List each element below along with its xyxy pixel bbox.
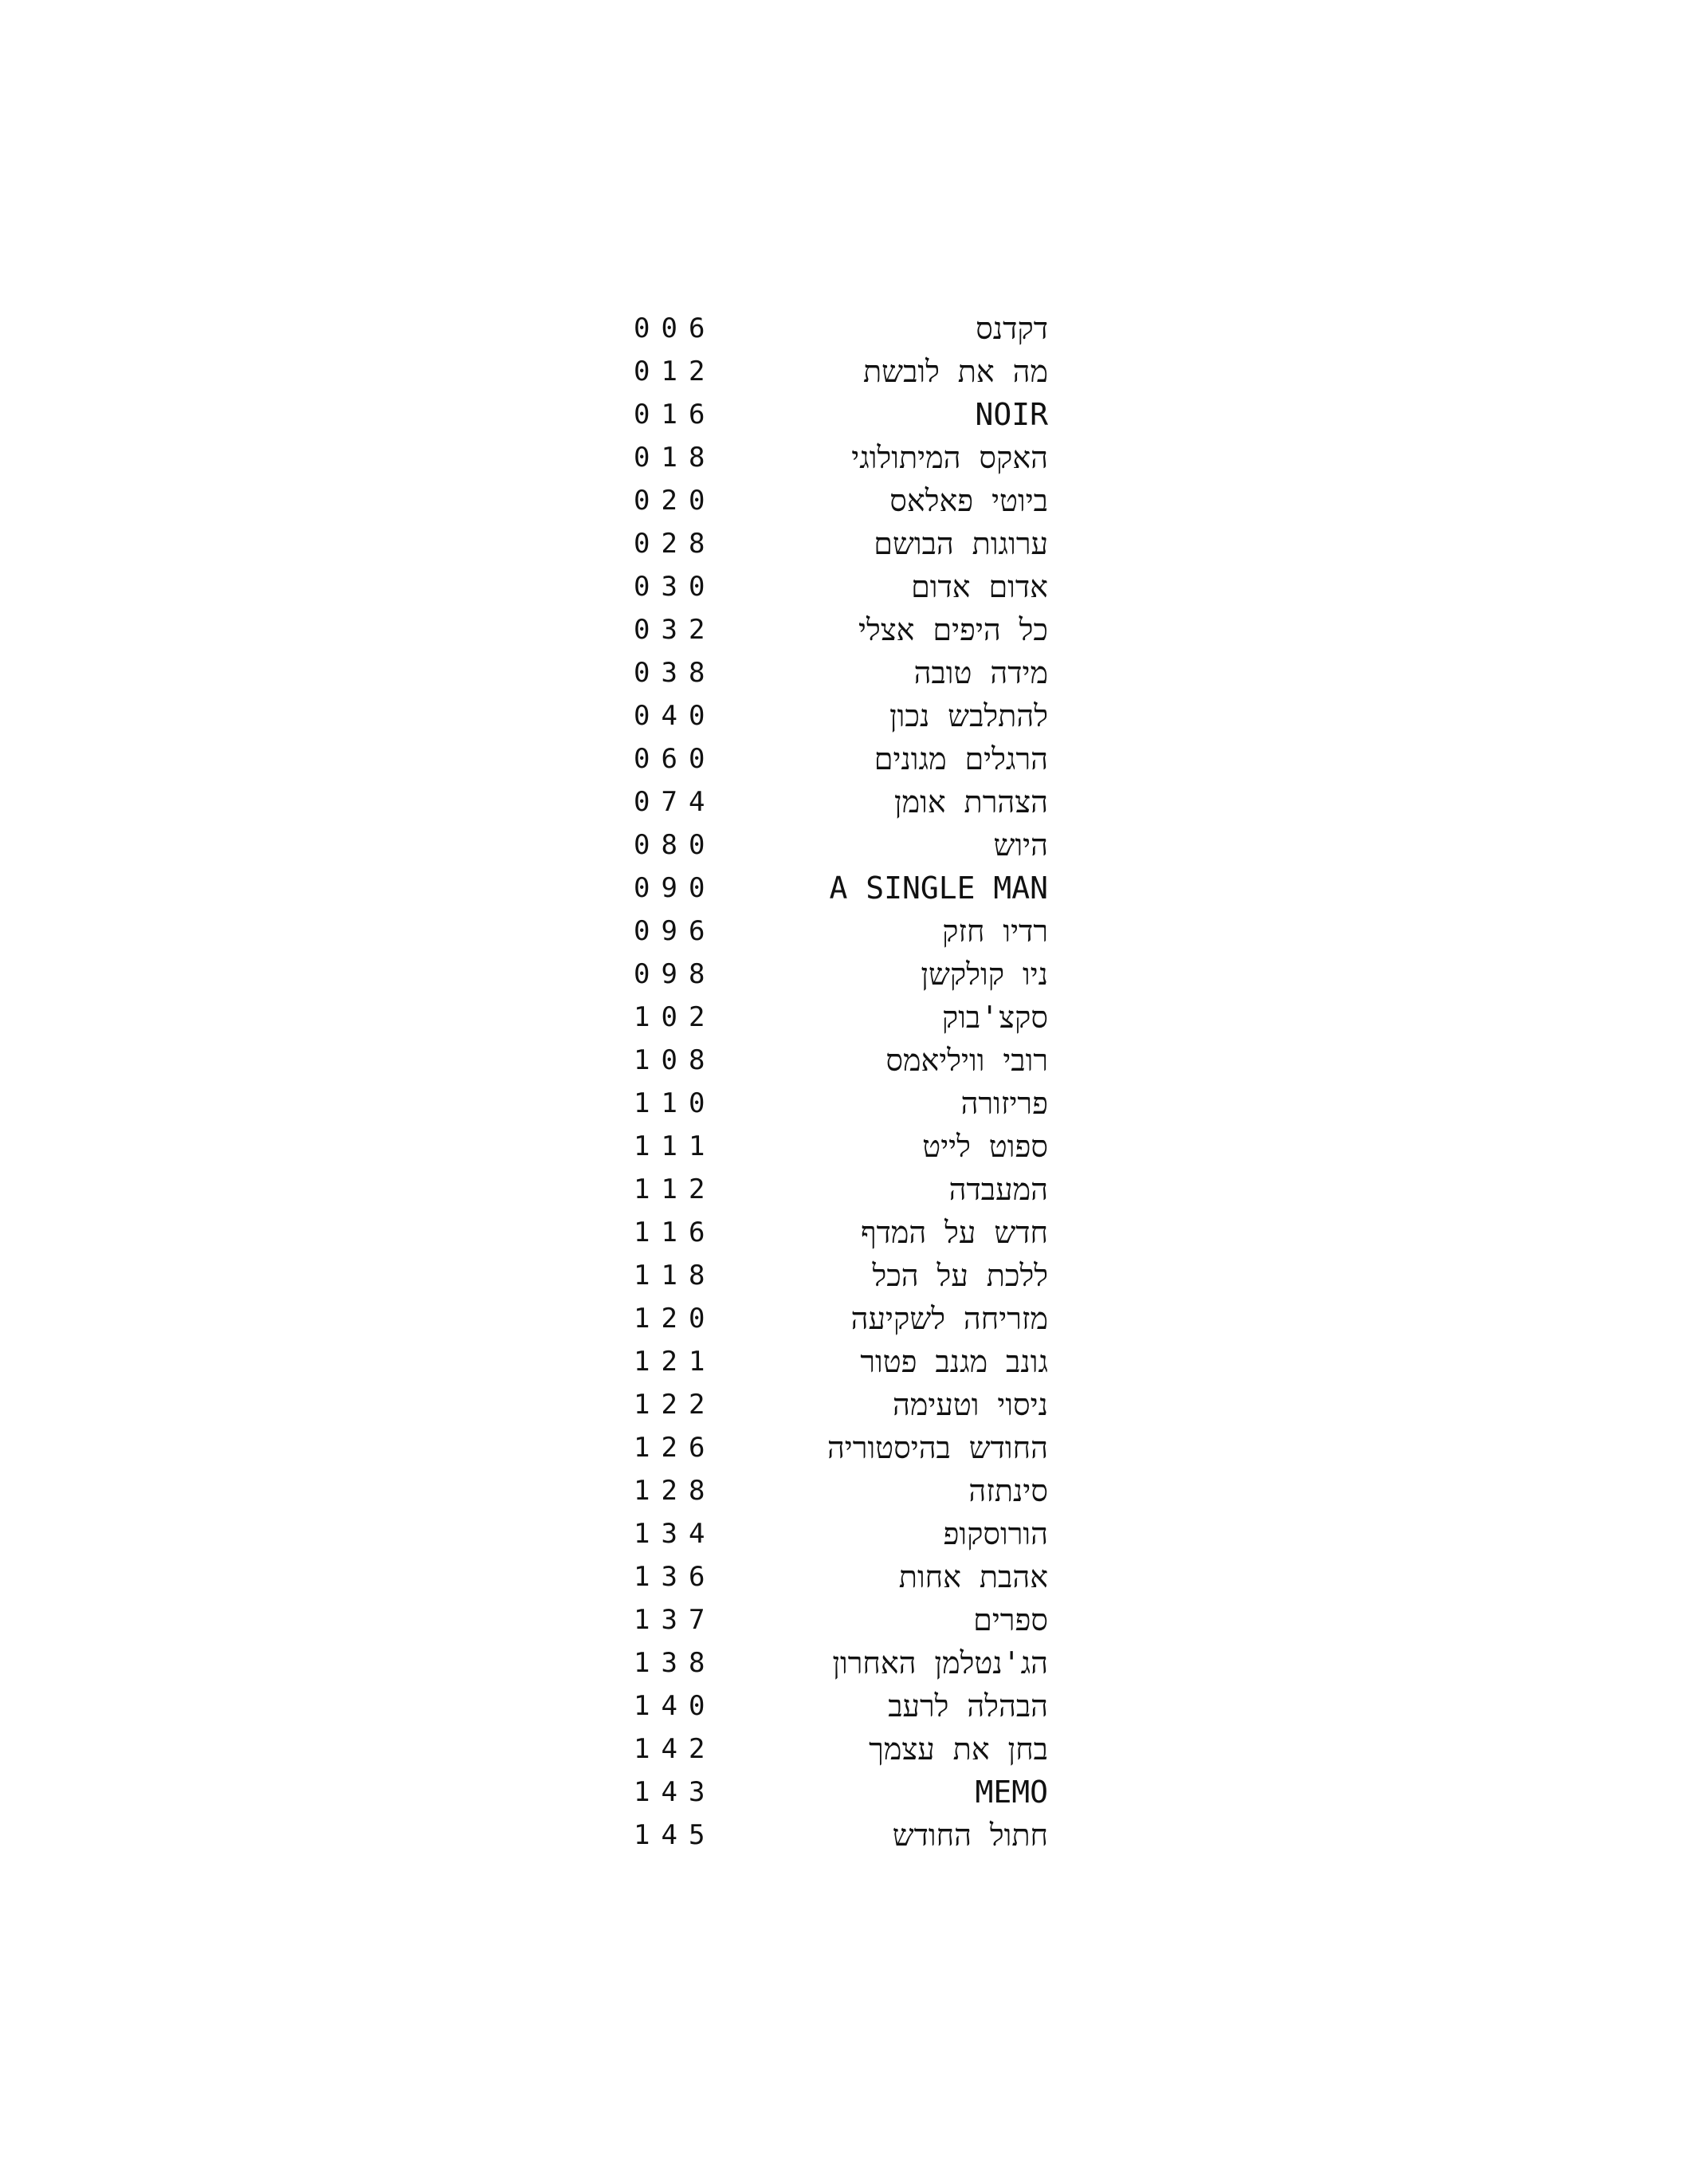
- toc-entry: [634, 1555, 1048, 1598]
- toc-page-number: 074: [634, 786, 717, 818]
- toc-entry: [634, 996, 1048, 1039]
- toc-page-number: 126: [634, 1432, 717, 1464]
- toc-title: MEMO: [975, 1775, 1048, 1810]
- toc-title: NOIR: [975, 397, 1048, 432]
- toc-entry: [634, 1211, 1048, 1254]
- toc-title: סינתזה: [968, 1473, 1048, 1508]
- toc-title: סקצ'בוק: [941, 1000, 1048, 1035]
- toc-page-number: 020: [634, 485, 717, 517]
- toc-page-number: 138: [634, 1647, 717, 1679]
- toc-title: אהבת אחות: [898, 1559, 1048, 1594]
- toc-page-number: 040: [634, 700, 717, 732]
- toc-entry: [634, 1728, 1048, 1771]
- toc-entry: [634, 1082, 1048, 1125]
- toc-entry: [634, 1254, 1048, 1297]
- toc-entry: [634, 1297, 1048, 1340]
- toc-title: A SINGLE MAN: [829, 871, 1048, 906]
- toc-page-number: 090: [634, 872, 717, 904]
- toc-page-number: 136: [634, 1561, 717, 1593]
- toc-title: האקס המיתולוגי: [851, 440, 1048, 475]
- toc-page-number: 060: [634, 743, 717, 775]
- toc-page-number: 028: [634, 528, 717, 560]
- toc-page-number: 134: [634, 1518, 717, 1550]
- toc-entry: [634, 1383, 1048, 1426]
- toc-page-number: 128: [634, 1475, 717, 1507]
- toc-entry: [634, 694, 1048, 737]
- toc-entry: [634, 780, 1048, 824]
- table-of-contents: [634, 307, 1048, 1857]
- toc-entry: [634, 910, 1048, 953]
- toc-title: ניסוי וטעימה: [892, 1387, 1048, 1422]
- toc-page-number: 145: [634, 1819, 717, 1851]
- toc-title: רדיו חזק: [942, 914, 1048, 949]
- toc-entry: [634, 350, 1048, 393]
- toc-entry: [634, 737, 1048, 780]
- toc-entry: [634, 1771, 1048, 1814]
- toc-entry: [634, 1598, 1048, 1641]
- toc-entry: [634, 307, 1048, 350]
- toc-page-number: 142: [634, 1733, 717, 1765]
- toc-entry: [634, 1684, 1048, 1728]
- toc-page-number: 118: [634, 1260, 717, 1291]
- toc-page-number: 098: [634, 958, 717, 990]
- toc-title: הצהרת אומן: [893, 784, 1048, 820]
- toc-page-number: 018: [634, 442, 717, 474]
- toc-entry: [634, 1340, 1048, 1383]
- toc-entry: [634, 824, 1048, 867]
- toc-page-number: 111: [634, 1130, 717, 1162]
- toc-entry: [634, 651, 1048, 694]
- toc-page-number: 121: [634, 1346, 717, 1378]
- toc-page-number: 012: [634, 356, 717, 387]
- toc-title: ספוט לייט: [922, 1129, 1048, 1164]
- toc-title: בחן את עצמך: [869, 1732, 1048, 1767]
- toc-page-number: 038: [634, 657, 717, 689]
- toc-title: המעבדה: [948, 1172, 1048, 1207]
- toc-title: החודש בהיסטוריה: [827, 1430, 1048, 1465]
- toc-page-number: 112: [634, 1173, 717, 1205]
- toc-entry: [634, 1641, 1048, 1684]
- toc-page-number: 116: [634, 1217, 717, 1248]
- toc-title: גונב מגנב פטור: [860, 1344, 1048, 1379]
- toc-entry: [634, 522, 1048, 565]
- toc-title: חדש על המדף: [860, 1215, 1048, 1250]
- toc-title: היוש: [993, 827, 1048, 863]
- toc-title: חתול החודש: [892, 1818, 1048, 1853]
- toc-entry: [634, 1168, 1048, 1211]
- toc-title: ביוטי פאלאס: [889, 483, 1048, 518]
- toc-title: מידה טובה: [913, 655, 1048, 690]
- toc-entry: [634, 1039, 1048, 1082]
- toc-entry: [634, 479, 1048, 522]
- toc-entry: [634, 565, 1048, 608]
- toc-entry: [634, 1814, 1048, 1857]
- toc-page-number: 140: [634, 1690, 717, 1722]
- toc-entry: [634, 608, 1048, 651]
- toc-title: להתלבש נכון: [889, 698, 1048, 733]
- toc-title: פריזורה: [960, 1086, 1048, 1121]
- toc-page-number: 120: [634, 1303, 717, 1335]
- toc-title: ללכת על הכל: [872, 1258, 1048, 1293]
- toc-page-number: 108: [634, 1044, 717, 1076]
- toc-entry: [634, 1469, 1048, 1512]
- toc-title: דקדנס: [976, 311, 1048, 346]
- toc-entry: [634, 1125, 1048, 1168]
- toc-page-number: 102: [634, 1001, 717, 1033]
- toc-page-number: 030: [634, 571, 717, 603]
- toc-title: הג'נטלמן האחרון: [832, 1645, 1048, 1681]
- toc-title: ניו קולקשן: [921, 957, 1048, 992]
- toc-title: הרגלים מגונים: [874, 741, 1048, 776]
- toc-entry: [634, 1426, 1048, 1469]
- toc-page-number: 096: [634, 915, 717, 947]
- toc-page-number: 080: [634, 829, 717, 861]
- toc-page-number: 110: [634, 1087, 717, 1119]
- toc-title: הורוסקופ: [943, 1516, 1048, 1551]
- toc-entry: [634, 953, 1048, 996]
- toc-title: הבהלה לרעב: [888, 1688, 1048, 1724]
- toc-title: אדום אדום: [911, 569, 1048, 604]
- toc-page-number: 122: [634, 1389, 717, 1421]
- toc-entry: [634, 1512, 1048, 1555]
- toc-title: רובי וויליאמס: [885, 1043, 1048, 1078]
- toc-title: ערוגות הבושם: [874, 526, 1048, 561]
- toc-title: כל היפים אצלי: [858, 612, 1048, 647]
- toc-title: מזריחה לשקיעה: [850, 1301, 1048, 1336]
- toc-page-number: 143: [634, 1776, 717, 1808]
- toc-entry: [634, 393, 1048, 436]
- toc-title: מה את לובשת: [862, 354, 1048, 389]
- toc-entry: [634, 436, 1048, 479]
- toc-entry: [634, 867, 1048, 910]
- toc-page-number: 137: [634, 1604, 717, 1636]
- toc-page-number: 032: [634, 614, 717, 646]
- toc-page-number: 006: [634, 313, 717, 344]
- toc-page-number: 016: [634, 399, 717, 430]
- toc-title: ספרים: [973, 1602, 1048, 1637]
